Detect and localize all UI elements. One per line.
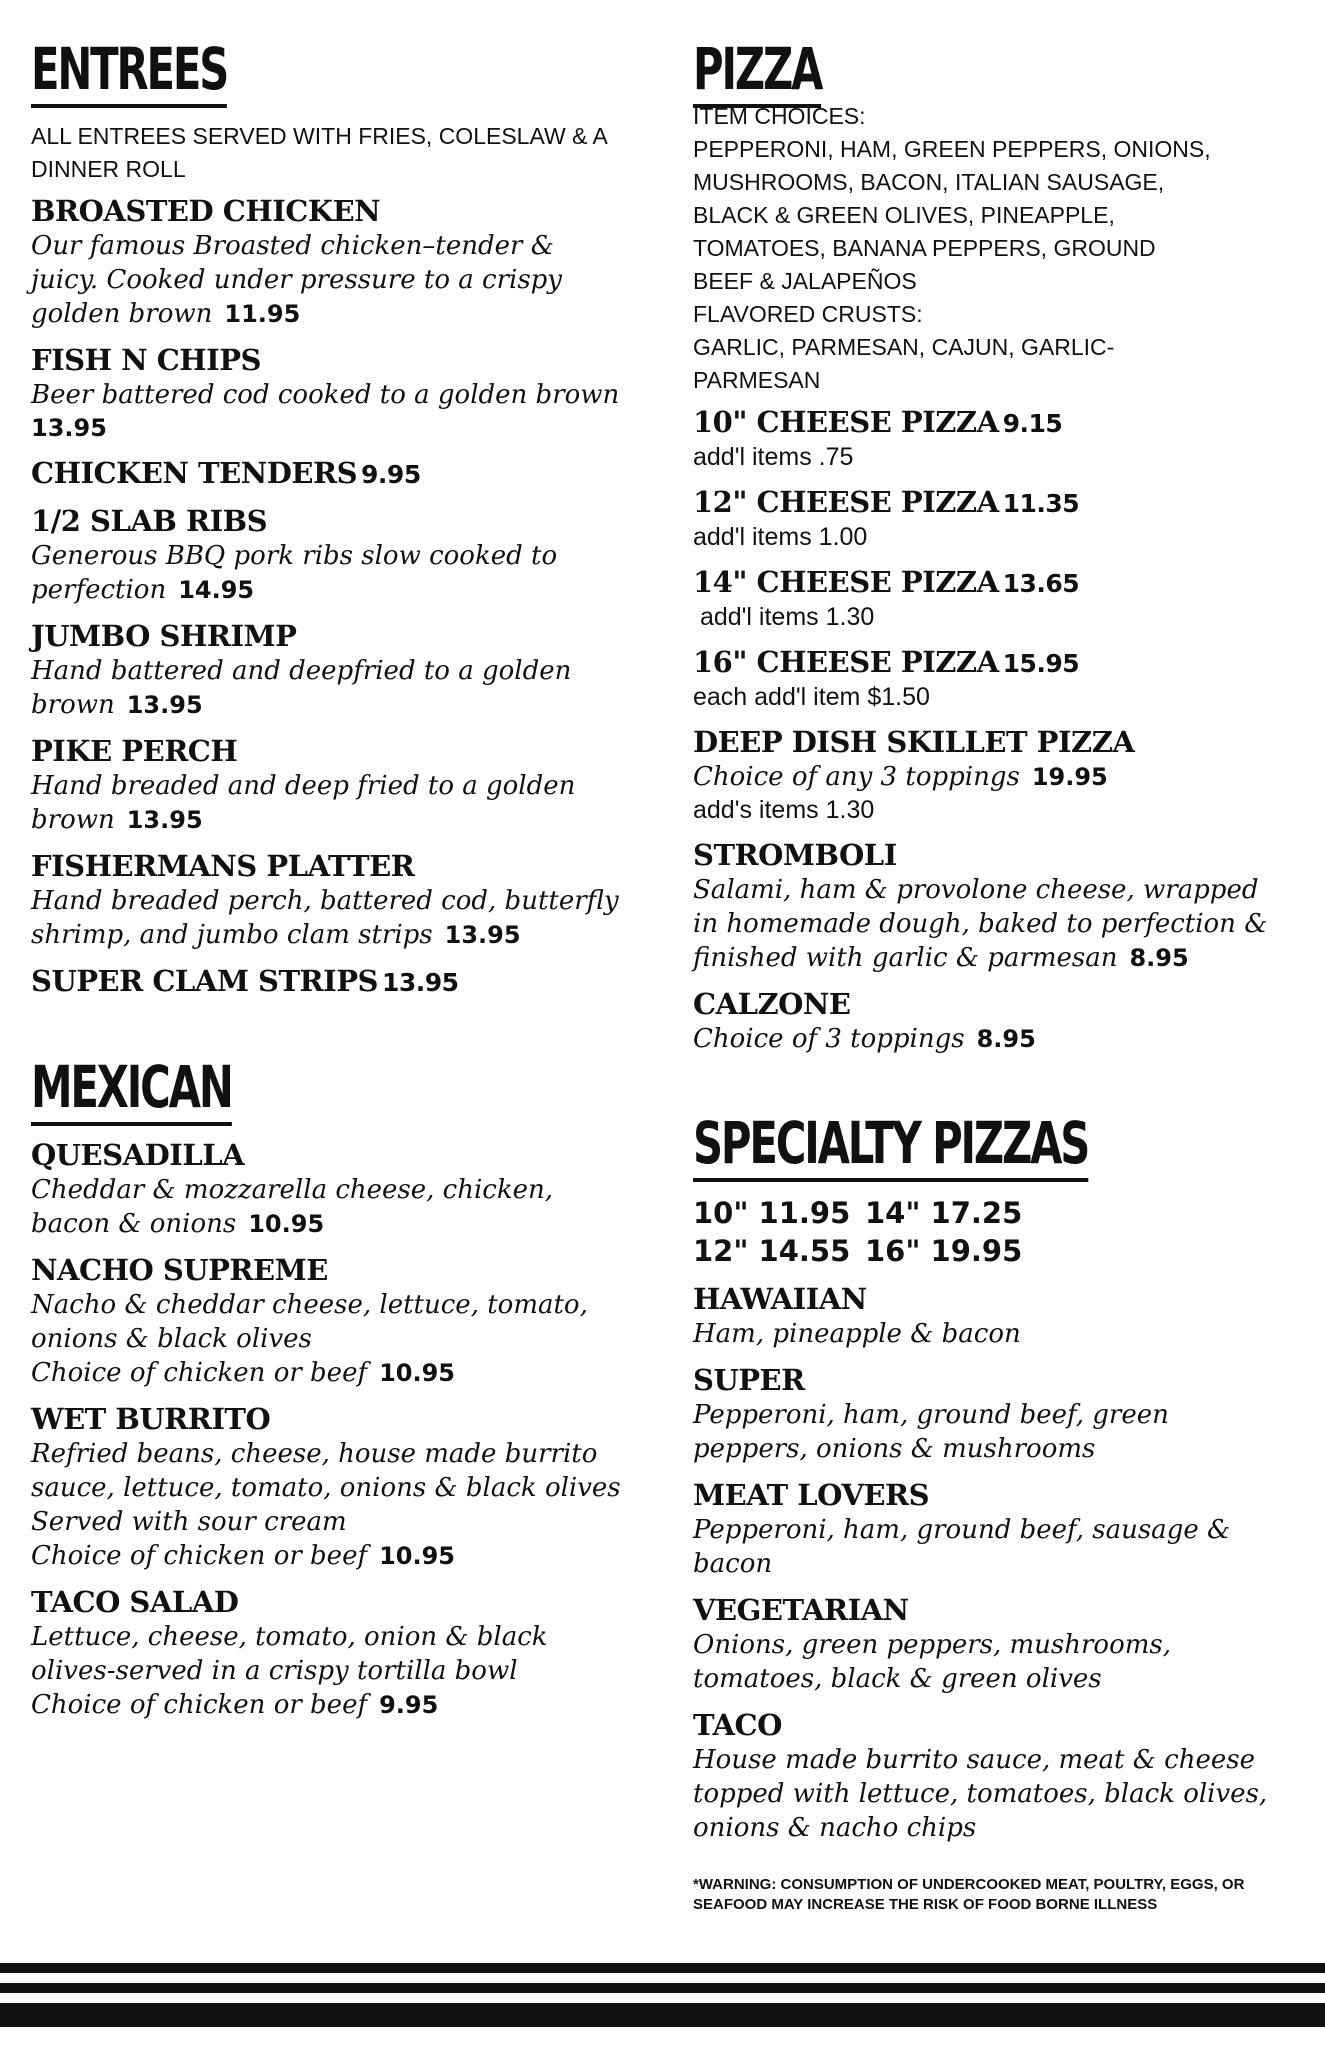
- section-spacer: [31, 1012, 651, 1052]
- desc-text: brown: [31, 805, 115, 835]
- item-name-text: 12" CHEESE PIZZA: [693, 485, 999, 519]
- item-name-text: 16" CHEESE PIZZA: [693, 645, 999, 679]
- size-price: 16" 19.95: [865, 1234, 1023, 1268]
- item-subline: add'l items 1.00: [693, 523, 868, 551]
- item-subline: add'l items 1.30: [693, 603, 875, 631]
- item-price: 11.35: [1002, 489, 1080, 518]
- item-price: 14.95: [178, 576, 255, 604]
- right-column: [693, 34, 1301, 1915]
- item-name-text: CHICKEN TENDERS: [31, 456, 358, 490]
- item-name: FISHERMANS PLATTER: [31, 849, 415, 883]
- desc-text: golden brown: [31, 299, 213, 329]
- item-name: WET BURRITO: [31, 1402, 271, 1436]
- desc-line: [31, 1688, 651, 1722]
- item-description: [693, 1022, 1301, 1056]
- item-name: 1/2 SLAB RIBS: [31, 504, 268, 538]
- menu-item: [693, 1593, 1301, 1696]
- specialty-size-prices: [693, 1194, 1301, 1270]
- item-name: MEAT LOVERS: [693, 1478, 930, 1512]
- item-description: [31, 1288, 651, 1390]
- pizza-note-line: GARLIC, PARMESAN, CAJUN, GARLIC-: [693, 334, 1115, 360]
- pizza-title: PIZZA: [693, 34, 821, 108]
- desc-text: bacon & onions: [31, 1209, 237, 1239]
- specialty-pizzas-section: [693, 1108, 1301, 1915]
- menu-item: [31, 194, 651, 331]
- menu-item: [693, 1708, 1301, 1845]
- desc-line: onions & nacho chips: [693, 1813, 977, 1843]
- specialty-pizzas-title: SPECIALTY PIZZAS: [693, 1108, 1088, 1182]
- desc-text: Choice of any 3 toppings: [693, 762, 1020, 792]
- item-price: 13.95: [126, 806, 203, 834]
- desc-text: Choice of chicken or beef: [31, 1690, 368, 1720]
- item-price: 10.95: [379, 1542, 456, 1570]
- pizza-section: [693, 34, 1301, 1056]
- item-name: VEGETARIAN: [693, 1593, 909, 1627]
- pizza-note-line: PEPPERONI, HAM, GREEN PEPPERS, ONIONS,: [693, 136, 1211, 162]
- desc-text: Choice of 3 toppings: [693, 1024, 965, 1054]
- desc-line: peppers, onions & mushrooms: [693, 1434, 1096, 1464]
- warning-line: SEAFOOD MAY INCREASE THE RISK OF FOOD BORNE ILLNESS: [693, 1896, 1158, 1913]
- item-description: [31, 654, 651, 722]
- item-name: DEEP DISH SKILLET PIZZA: [693, 725, 1135, 759]
- desc-line: [31, 297, 651, 331]
- menu-item: [31, 849, 651, 952]
- item-price: 11.95: [224, 300, 301, 328]
- menu-item: [693, 485, 1301, 553]
- desc-line: [31, 803, 651, 837]
- item-name: FISH N CHIPS: [31, 343, 261, 377]
- item-description: [31, 1173, 651, 1241]
- item-price: 13.95: [444, 921, 521, 949]
- item-name: QUESADILLA: [31, 1138, 245, 1172]
- item-name: SUPER: [693, 1363, 805, 1397]
- item-price: 10.95: [379, 1359, 456, 1387]
- item-description: [693, 1628, 1301, 1696]
- desc-line: [693, 760, 1301, 794]
- desc-line: in homemade dough, baked to perfection &: [693, 909, 1268, 939]
- item-description: [693, 760, 1301, 794]
- item-price: 9.95: [361, 460, 421, 489]
- item-name-text: SUPER CLAM STRIPS: [31, 964, 378, 998]
- desc-line: Refried beans, cheese, house made burrito: [31, 1439, 598, 1469]
- item-name: NACHO SUPREME: [31, 1253, 328, 1287]
- desc-text: finished with garlic & parmesan: [693, 943, 1118, 973]
- entrees-note: [31, 120, 651, 186]
- mexican-title: MEXICAN: [31, 1052, 232, 1126]
- desc-line: [31, 1356, 651, 1390]
- menu-item: [693, 565, 1301, 633]
- menu-item: [693, 1478, 1301, 1581]
- menu-item: [693, 987, 1301, 1056]
- item-price: 15.95: [1002, 649, 1080, 678]
- menu-item: [31, 343, 651, 444]
- item-price: 8.95: [1129, 944, 1189, 972]
- desc-line: sauce, lettuce, tomato, onions & black olives: [31, 1473, 621, 1503]
- desc-line: Ham, pineapple & bacon: [693, 1319, 1021, 1349]
- warning-line: *WARNING: CONSUMPTION OF UNDERCOOKED MEAT, POULTRY, EGGS, OR: [693, 1876, 1245, 1893]
- pizza-note-line: MUSHROOMS, BACON, ITALIAN SAUSAGE,: [693, 169, 1165, 195]
- item-price: 13.95: [381, 968, 459, 997]
- bottom-stripe: [0, 1963, 1325, 1973]
- menu-item: [31, 1402, 651, 1573]
- left-column: [31, 34, 651, 1734]
- item-price: 13.95: [126, 691, 203, 719]
- item-subline: add'l items .75: [693, 443, 854, 471]
- desc-line: Pepperoni, ham, ground beef, green: [693, 1400, 1169, 1430]
- desc-line: House made burrito sauce, meat & cheese: [693, 1745, 1255, 1775]
- size-price: 12" 14.55: [693, 1234, 851, 1268]
- desc-line: Salami, ham & provolone cheese, wrapped: [693, 875, 1259, 905]
- item-name: [693, 565, 1301, 601]
- desc-line: tomatoes, black & green olives: [693, 1664, 1102, 1694]
- section-spacer: [693, 1068, 1301, 1108]
- item-subline: each add'l item $1.50: [693, 683, 930, 711]
- item-name: [31, 456, 651, 492]
- desc-line: [31, 688, 651, 722]
- pizza-note-line: BEEF & JALAPEÑOS: [693, 268, 917, 294]
- desc-line: bacon: [693, 1549, 773, 1579]
- size-price: 14" 17.25: [865, 1196, 1023, 1230]
- desc-line: [693, 1022, 1301, 1056]
- desc-line: [693, 941, 1301, 975]
- item-description: [693, 873, 1301, 975]
- desc-line: Our famous Broasted chicken–tender &: [31, 231, 554, 261]
- item-name: PIKE PERCH: [31, 734, 238, 768]
- item-price: 13.95: [31, 414, 107, 442]
- menu-item: [31, 1138, 651, 1241]
- desc-line: Beer battered cod cooked to a golden brown: [31, 380, 620, 410]
- desc-line: Onions, green peppers, mushrooms,: [693, 1630, 1171, 1660]
- item-description: [31, 539, 651, 607]
- item-subline: add's items 1.30: [693, 796, 875, 824]
- desc-line: Nacho & cheddar cheese, lettuce, tomato,: [31, 1290, 588, 1320]
- item-name-text: 14" CHEESE PIZZA: [693, 565, 999, 599]
- item-description: [693, 1513, 1301, 1581]
- desc-line: [31, 1539, 651, 1573]
- desc-line: Cheddar & mozzarella cheese, chicken,: [31, 1175, 554, 1205]
- menu-item: [693, 725, 1301, 826]
- entrees-note-line: DINNER ROLL: [31, 156, 186, 182]
- item-name: [693, 485, 1301, 521]
- item-description: [693, 1398, 1301, 1466]
- desc-text: Choice of chicken or beef: [31, 1541, 368, 1571]
- entrees-note-line: ALL ENTREES SERVED WITH FRIES, COLESLAW & A: [31, 123, 608, 149]
- desc-text: brown: [31, 690, 115, 720]
- desc-line: juicy. Cooked under pressure to a crispy: [31, 265, 562, 295]
- desc-line: [31, 1207, 651, 1241]
- item-price: 10.95: [248, 1210, 325, 1238]
- food-safety-warning: [693, 1875, 1301, 1915]
- menu-item: [693, 1282, 1301, 1351]
- item-name: STROMBOLI: [693, 838, 897, 872]
- item-name: [693, 645, 1301, 681]
- bottom-stripe: [0, 1983, 1325, 1993]
- menu-item: [693, 645, 1301, 713]
- item-description: [693, 1743, 1301, 1845]
- item-description: [31, 378, 651, 412]
- desc-line: [31, 573, 651, 607]
- menu-item: [693, 1363, 1301, 1466]
- pizza-note: [693, 100, 1301, 397]
- pizza-note-line: FLAVORED CRUSTS:: [693, 301, 923, 327]
- desc-line: Served with sour cream: [31, 1507, 347, 1537]
- menu-item: [31, 964, 651, 1000]
- entrees-section: [31, 34, 651, 1000]
- mexican-section: [31, 1052, 651, 1722]
- item-price: 19.95: [1031, 763, 1108, 791]
- item-price: 9.95: [379, 1691, 439, 1719]
- menu-item: [31, 504, 651, 607]
- desc-line: [31, 918, 651, 952]
- desc-line: Hand battered and deepfried to a golden: [31, 656, 572, 686]
- item-description: [31, 229, 651, 331]
- item-description: [31, 1437, 651, 1573]
- size-price: 10" 11.95: [693, 1196, 851, 1230]
- item-price: 8.95: [976, 1025, 1036, 1053]
- desc-line: Hand breaded perch, battered cod, butterfly: [31, 886, 619, 916]
- pizza-note-line: BLACK & GREEN OLIVES, PINEAPPLE,: [693, 202, 1115, 228]
- menu-item: [693, 405, 1301, 473]
- entrees-title: ENTREES: [31, 34, 227, 108]
- item-name: CALZONE: [693, 987, 851, 1021]
- desc-text: perfection: [31, 575, 167, 605]
- bottom-stripe: [0, 2003, 1325, 2027]
- item-name: [31, 964, 651, 1000]
- desc-line: onions & black olives: [31, 1324, 312, 1354]
- item-name-text: 10" CHEESE PIZZA: [693, 405, 999, 439]
- item-name: TACO: [693, 1708, 782, 1742]
- pizza-note-line: PARMESAN: [693, 367, 821, 393]
- item-description: [31, 884, 651, 952]
- desc-line: Lettuce, cheese, tomato, onion & black: [31, 1622, 548, 1652]
- menu-item: [31, 1585, 651, 1722]
- item-description: [693, 1317, 1301, 1351]
- menu-item: [693, 838, 1301, 975]
- item-price: 9.15: [1002, 409, 1063, 438]
- item-name: TACO SALAD: [31, 1585, 239, 1619]
- menu-item: [31, 1253, 651, 1390]
- item-name: BROASTED CHICKEN: [31, 194, 381, 228]
- menu-item: [31, 734, 651, 837]
- menu-item: [31, 456, 651, 492]
- pizza-note-line: TOMATOES, BANANA PEPPERS, GROUND: [693, 235, 1156, 261]
- desc-line: topped with lettuce, tomatoes, black olives,: [693, 1779, 1268, 1809]
- menu-item: [31, 619, 651, 722]
- desc-line: Generous BBQ pork ribs slow cooked to: [31, 541, 558, 571]
- pizza-note-line: ITEM CHOICES:: [693, 103, 866, 129]
- item-description: [31, 769, 651, 837]
- item-price: 13.65: [1002, 569, 1080, 598]
- item-name: HAWAIIAN: [693, 1282, 867, 1316]
- desc-line: olives-served in a crispy tortilla bowl: [31, 1656, 518, 1686]
- desc-line: Pepperoni, ham, ground beef, sausage &: [693, 1515, 1231, 1545]
- item-name: [693, 405, 1301, 441]
- item-name: JUMBO SHRIMP: [31, 619, 297, 653]
- item-description: [31, 1620, 651, 1722]
- desc-line: Hand breaded and deep fried to a golden: [31, 771, 576, 801]
- desc-text: shrimp, and jumbo clam strips: [31, 920, 433, 950]
- desc-text: Choice of chicken or beef: [31, 1358, 368, 1388]
